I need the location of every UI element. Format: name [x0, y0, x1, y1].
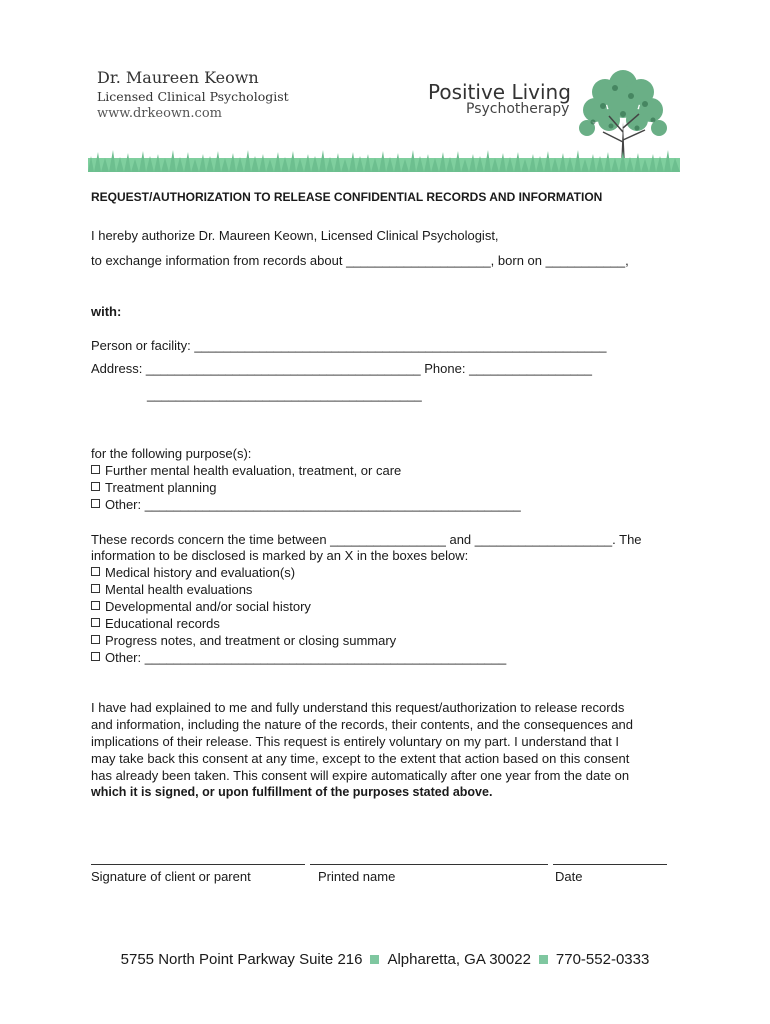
printed-name-label: Printed name	[318, 869, 396, 884]
record-item[interactable]: Mental health evaluations	[91, 581, 252, 598]
checkbox-icon[interactable]	[91, 482, 100, 491]
date-line[interactable]	[553, 864, 667, 865]
form-heading: REQUEST/AUTHORIZATION TO RELEASE CONFIDENTIAL RECORDS AND INFORMATION	[91, 190, 603, 204]
consent-line: may take back this consent at any time, except to the extent that action based on this consent	[91, 751, 630, 766]
footer-city: Alpharetta, GA 30022	[387, 951, 531, 968]
consent-line-final: which it is signed, or upon fulfillment of the purposes stated above.	[91, 785, 493, 799]
logo-text-secondary: Psychotherapy	[466, 101, 570, 117]
record-item[interactable]: Other: __________________________________________________	[91, 649, 506, 666]
address-phone-field[interactable]: Address: ______________________________________ Phone: _________________	[91, 361, 592, 376]
time-range-line[interactable]: These records concern the time between ________________ and ___________________. The	[91, 532, 642, 547]
purpose-intro: for the following purpose(s):	[91, 446, 252, 461]
purpose-item[interactable]: Other: ____________________________________________________	[91, 496, 521, 513]
info-line: information to be disclosed is marked by an X in the boxes below:	[91, 548, 469, 563]
record-item[interactable]: Medical history and evaluation(s)	[91, 564, 295, 581]
date-label: Date	[555, 869, 583, 884]
record-item[interactable]: Educational records	[91, 615, 220, 632]
authorize-line: I hereby authorize Dr. Maureen Keown, Licensed Clinical Psychologist,	[91, 228, 499, 243]
consent-line: has already been taken. This consent will expire automatically after one year from the date on	[91, 768, 630, 783]
exchange-line: to exchange information from records about ____________________, born on ___________,	[91, 253, 629, 268]
person-facility-field[interactable]: Person or facility: _________________________________________________________	[91, 338, 607, 353]
website-link[interactable]: www.drkeown.com	[97, 106, 222, 121]
with-label: with:	[91, 304, 122, 319]
bullet-square-icon	[370, 955, 379, 964]
signature-client-line[interactable]	[91, 864, 305, 865]
checkbox-icon[interactable]	[91, 465, 100, 474]
checkbox-icon[interactable]	[91, 584, 100, 593]
logo-text-primary: Positive Living	[428, 80, 571, 104]
footer-street: 5755 North Point Parkway Suite 216	[120, 951, 363, 968]
checkbox-icon[interactable]	[91, 499, 100, 508]
footer-address	[0, 951, 770, 968]
purpose-item[interactable]: Treatment planning	[91, 479, 217, 496]
checkbox-icon[interactable]	[91, 652, 100, 661]
record-item[interactable]: Developmental and/or social history	[91, 598, 311, 615]
doctor-name: Dr. Maureen Keown	[97, 68, 259, 87]
checkbox-icon[interactable]	[91, 635, 100, 644]
purpose-item[interactable]: Further mental health evaluation, treatment, or care	[91, 462, 401, 479]
checkbox-icon[interactable]	[91, 567, 100, 576]
footer-phone: 770-552-0333	[555, 951, 650, 968]
consent-line: implications of their release. This request is entirely voluntary on my part. I understand that I	[91, 734, 619, 749]
bullet-square-icon	[539, 955, 548, 964]
record-item[interactable]: Progress notes, and treatment or closing summary	[91, 632, 396, 649]
consent-line: and information, including the nature of the records, their contents, and the consequences and	[91, 717, 634, 732]
signature-client-label: Signature of client or parent	[91, 869, 251, 884]
printed-name-line[interactable]	[310, 864, 548, 865]
grass-banner	[88, 142, 680, 172]
doctor-title: Licensed Clinical Psychologist	[97, 89, 289, 104]
address-line-2-field[interactable]: ______________________________________	[147, 387, 422, 402]
consent-line: I have had explained to me and fully understand this request/authorization to release records	[91, 700, 625, 715]
checkbox-icon[interactable]	[91, 601, 100, 610]
checkbox-icon[interactable]	[91, 618, 100, 627]
